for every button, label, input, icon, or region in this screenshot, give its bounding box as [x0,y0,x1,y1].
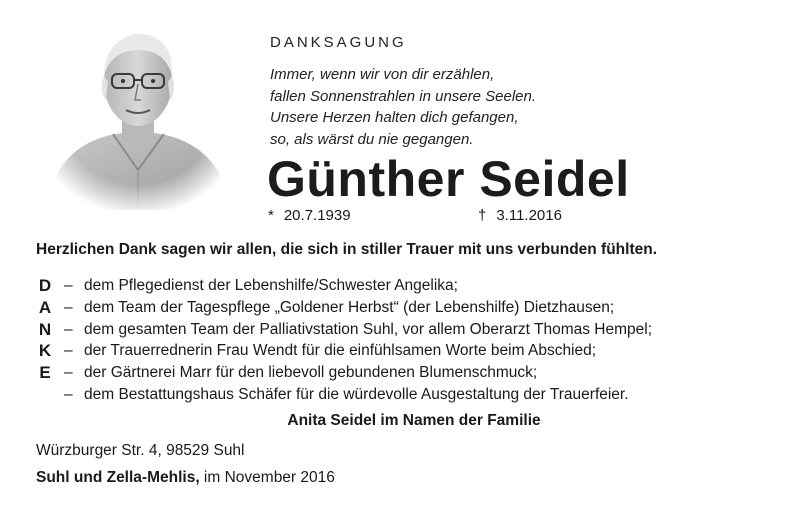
dash: – [64,277,73,294]
portrait-photo [38,20,238,210]
thanks-item [64,319,652,341]
thanks-intro: Herzlichen Dank sagen wir allen, die sich in stiller Trauer mit uns verbunden fühlten. [36,241,658,258]
thanks-item [64,340,652,362]
thanks-item-text: dem Bestattungshaus Schäfer für die würdevolle Ausgestaltung der Trauerfeier. [84,385,629,403]
poem-line: Immer, wenn wir von dir erzählen, [270,66,495,83]
thanks-list [64,275,652,406]
dash: – [64,298,73,316]
place-city: Suhl und Zella-Mehlis, [36,469,200,486]
thanks-item [64,297,652,319]
thanks-item-text: dem Team der Tagespflege „Goldener Herbst“ (der Lebenshilfe) Dietzhausen; [84,298,615,316]
place-date: im November 2016 [199,469,335,486]
dash: – [64,364,73,382]
danke-letter: A [38,297,52,317]
thanks-item-text: der Gärtnerei Marr für den liebevoll gebundenen Blumenschmuck; [84,364,538,382]
poem [270,64,536,150]
deceased-name: Günther Seidel [267,151,630,207]
thanks-item-text: der Trauerrednerin Frau Wendt für die einfühlsamen Worte beim Abschied; [84,342,597,360]
cross-symbol: † [478,207,487,224]
death-date [478,207,562,224]
notice-heading: DANKSAGUNG [270,34,407,51]
birth-date [268,207,351,224]
birth-date-value: 20.7.1939 [283,207,351,224]
birth-symbol: * [268,207,274,224]
thanks-item [64,384,652,406]
danke-letter: N [38,319,52,339]
danke-acrostic [36,275,54,384]
poem-line: fallen Sonnenstrahlen in unsere Seelen. [270,87,537,105]
dash: – [64,342,73,360]
death-date-value: 3.11.2016 [496,207,562,224]
address: Würzburger Str. 4, 98529 Suhl [36,442,245,459]
thanks-item [64,362,652,384]
dash: – [64,385,73,403]
signature [0,412,800,430]
thanks-item [64,275,652,297]
signature-text: Anita Seidel im Namen der Familie [287,412,541,429]
danke-letter: E [39,363,51,383]
poem-line: so, als wärst du nie gegangen. [270,130,474,148]
place-and-date [36,469,335,487]
danke-letter: D [38,276,52,295]
poem-line: Unsere Herzen halten dich gefangen, [270,109,519,126]
thanks-item-text: dem gesamten Team der Palliativstation Suhl, vor allem Oberarzt Thomas Hempel; [84,320,653,338]
danke-letter: K [38,341,52,361]
dash: – [64,320,73,338]
thanks-item-text: dem Pflegedienst der Lebenshilfe/Schwester Angelika; [84,277,458,294]
